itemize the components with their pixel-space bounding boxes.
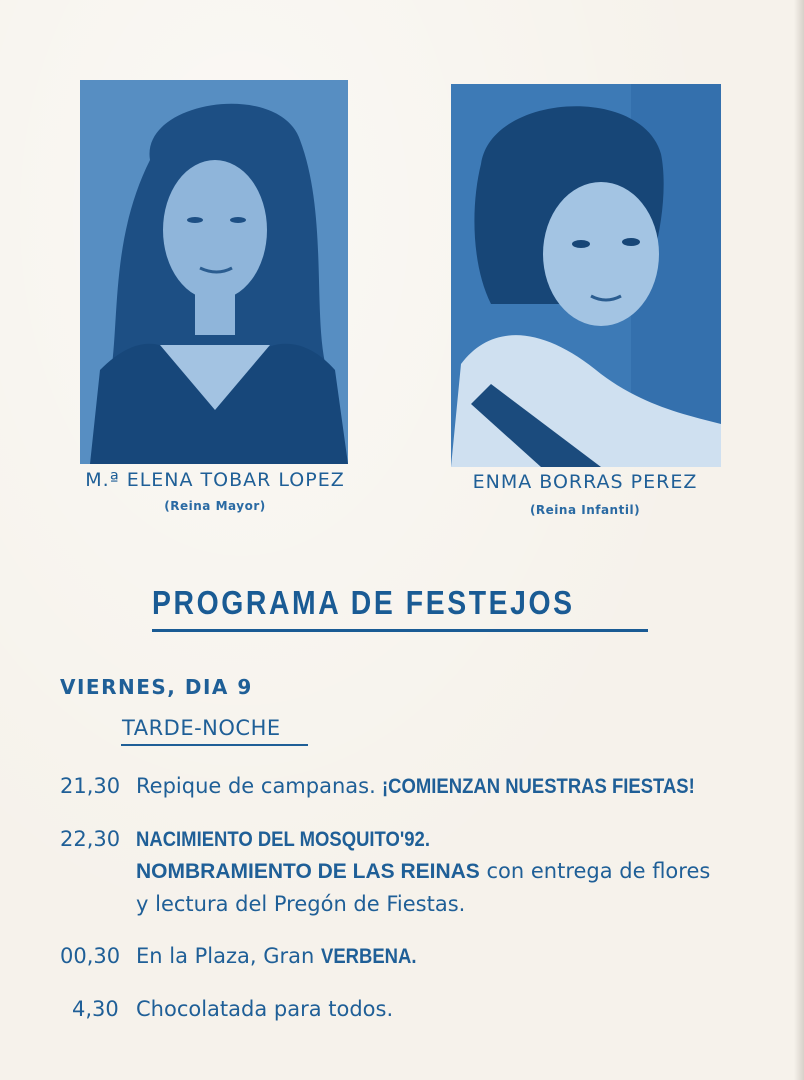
event-text: En la Plaza, Gran — [136, 944, 322, 968]
period-underline — [121, 744, 308, 746]
event-highlight: ¡COMIENZAN NUESTRAS FIESTAS! — [382, 775, 696, 798]
period-heading: TARDE-NOCHE — [122, 716, 281, 740]
event-time: 22,30 — [60, 827, 121, 851]
event-line — [60, 774, 738, 799]
program-title: PROGRAMA DE FESTEJOS — [152, 584, 575, 621]
event-line — [136, 892, 465, 916]
event-line — [72, 997, 393, 1021]
title-underline — [152, 629, 648, 632]
event-line — [136, 859, 710, 884]
queen-mayor-name: M.ª ELENA TOBAR LOPEZ — [85, 469, 345, 491]
paper-edge — [794, 0, 804, 1080]
event-line — [60, 827, 470, 852]
event-time: 21,30 — [60, 774, 121, 798]
portrait-reina-infantil — [451, 84, 721, 467]
queen-mayor-role: (Reina Mayor) — [164, 499, 266, 513]
event-time: 00,30 — [60, 944, 121, 968]
portrait-reina-mayor — [80, 80, 348, 464]
event-line — [60, 944, 430, 969]
queen-infantil-name: ENMA BORRAS PEREZ — [472, 471, 698, 493]
event-text: Chocolatada para todos. — [136, 997, 394, 1021]
event-highlight: VERBENA. — [321, 945, 417, 968]
event-text: con entrega de flores — [479, 859, 711, 883]
event-text: y lectura del Pregón de Fiestas. — [136, 892, 466, 916]
event-text: Repique de campanas. — [136, 774, 383, 798]
event-highlight: NACIMIENTO DEL MOSQUITO'92. — [136, 828, 430, 851]
event-time: 4,30 — [72, 997, 119, 1021]
day-heading: VIERNES, DIA 9 — [60, 675, 253, 699]
queen-infantil-role: (Reina Infantil) — [529, 503, 641, 517]
event-highlight: NOMBRAMIENTO DE LAS REINAS — [136, 860, 480, 883]
